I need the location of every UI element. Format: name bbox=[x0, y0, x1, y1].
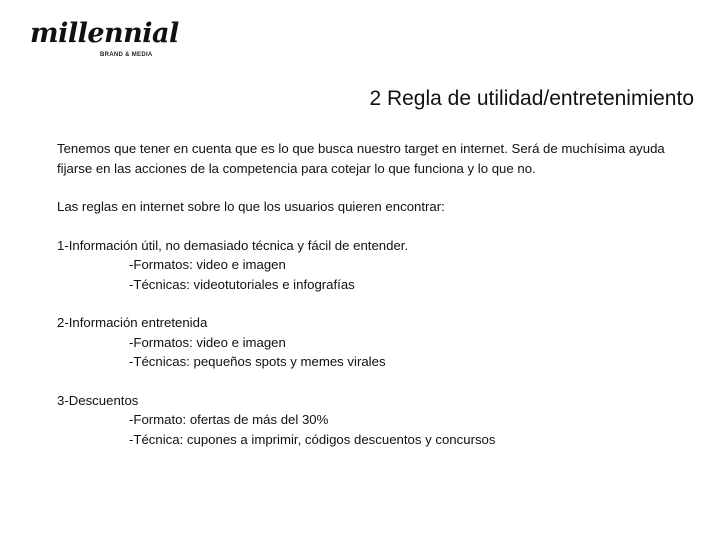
brand-logo bbox=[30, 14, 179, 64]
logo-wordmark: millennial bbox=[30, 18, 179, 49]
rules-intro: Las reglas en internet sobre lo que los usuarios quieren encontrar: bbox=[57, 199, 445, 214]
rule-detail: -Técnicas: pequeños spots y memes virales bbox=[129, 354, 386, 369]
rule-detail: -Formatos: video e imagen bbox=[129, 334, 286, 350]
rule-detail: -Técnicas: videotutoriales e infografías bbox=[129, 276, 355, 292]
intro-paragraph: Tenemos que tener en cuenta que es lo que busca nuestro target en internet. Será de muchísima ayuda fijarse en las acciones de la competencia para cotejar lo que funciona y lo que no. bbox=[57, 141, 665, 176]
rule-item bbox=[57, 391, 697, 450]
slide-title: 2 Regla de utilidad/entretenimiento bbox=[369, 87, 694, 110]
rule-detail: -Técnica: cupones a imprimir, códigos descuentos y concursos bbox=[129, 431, 496, 447]
rule-item bbox=[57, 236, 697, 295]
rule-detail: -Formato: ofertas de más del 30% bbox=[129, 412, 329, 427]
rule-item bbox=[57, 313, 697, 372]
slide-body bbox=[57, 139, 697, 468]
logo-tagline: BRAND & MEDIA bbox=[100, 52, 153, 58]
rule-heading: 2-Información entretenida bbox=[57, 315, 208, 330]
rule-detail: -Formatos: video e imagen bbox=[129, 257, 286, 272]
rule-heading: 3-Descuentos bbox=[57, 392, 139, 408]
rule-heading: 1-Información útil, no demasiado técnica y fácil de entender. bbox=[57, 237, 409, 253]
